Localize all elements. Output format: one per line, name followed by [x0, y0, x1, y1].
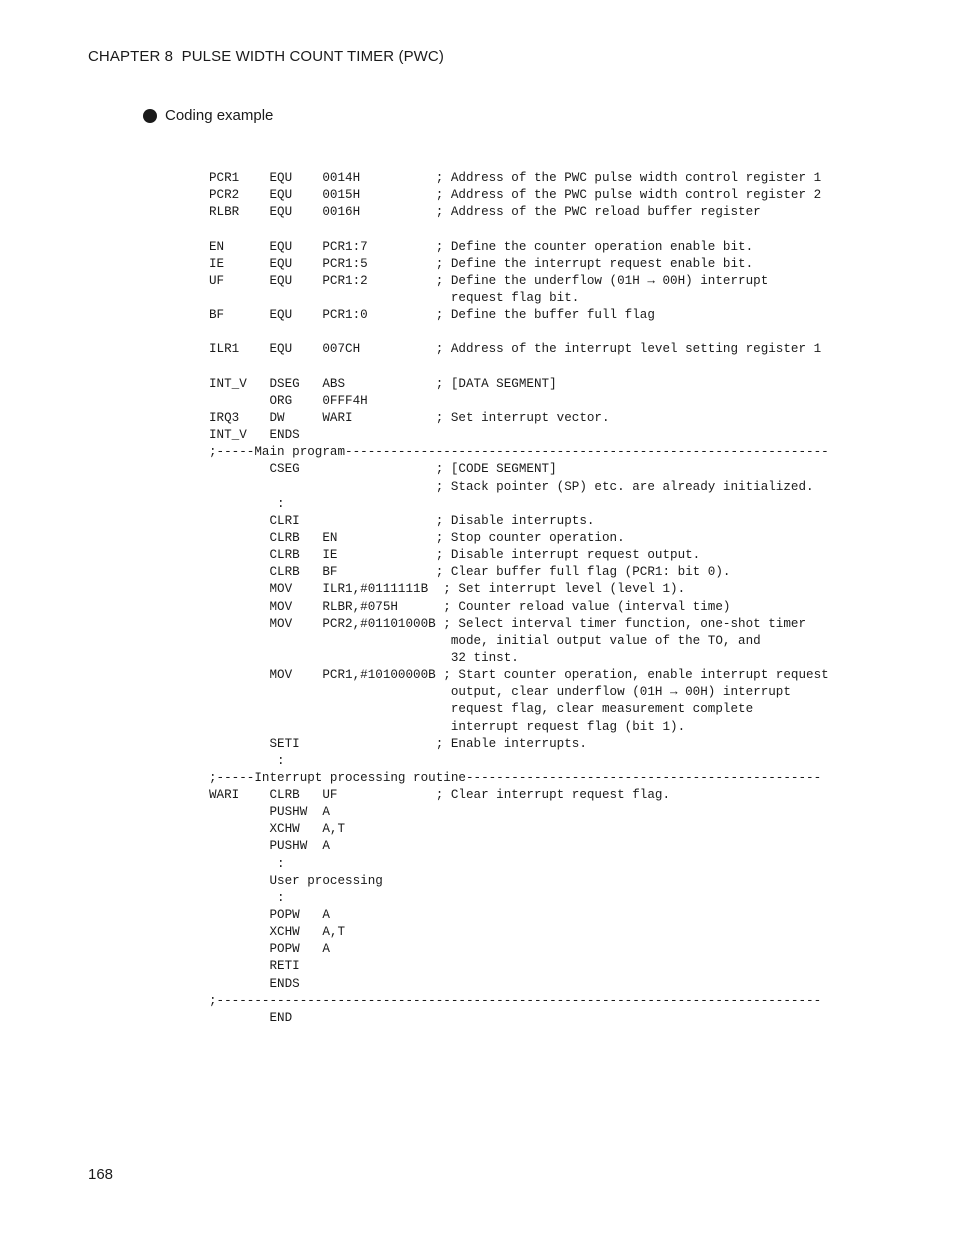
code-line: MOV RLBR,#075H ; Counter reload value (interval time): [209, 599, 731, 614]
code-line: request flag bit.: [209, 290, 580, 305]
code-line: User processing: [209, 873, 383, 888]
filled-circle-icon: [143, 109, 157, 123]
code-line: mode, initial output value of the TO, and: [209, 633, 761, 648]
code-line: 32 tinst.: [209, 650, 519, 665]
code-line: [209, 221, 829, 238]
code-line: ENDS: [209, 976, 300, 991]
code-line: CLRB EN ; Stop counter operation.: [209, 530, 625, 545]
code-line: MOV PCR1,#10100000B ; Start counter operation, enable interrupt request: [209, 668, 829, 683]
code-line: PCR2 EQU 0015H ; Address of the PWC pulse width control register 2: [209, 188, 822, 203]
code-line: :: [209, 890, 285, 905]
code-line: ; Stack pointer (SP) etc. are already initialized.: [209, 479, 814, 494]
code-line: POPW A: [209, 942, 330, 957]
code-line: :: [209, 856, 285, 871]
code-line: :: [209, 753, 285, 768]
code-line: CLRI ; Disable interrupts.: [209, 513, 595, 528]
code-line: PCR1 EQU 0014H ; Address of the PWC pulse width control register 1: [209, 171, 822, 185]
code-line: SETI ; Enable interrupts.: [209, 736, 587, 751]
code-line: CLRB BF ; Clear buffer full flag (PCR1: bit 0).: [209, 565, 731, 580]
code-line: :: [209, 496, 285, 511]
code-line: ;--------------------------------------------------------------------------------: [209, 993, 822, 1008]
code-line: PUSHW A: [209, 839, 330, 854]
code-line: BF EQU PCR1:0 ; Define the buffer full flag: [209, 308, 655, 323]
page-number: 168: [88, 1166, 114, 1183]
code-line: INT_V ENDS: [209, 428, 300, 443]
code-line: UF EQU PCR1:2 ; Define the underflow (01H → 00H) interrupt: [209, 273, 769, 288]
code-line: PUSHW A: [209, 805, 330, 820]
section-heading-text: Coding example: [165, 107, 274, 124]
code-line: [209, 324, 829, 341]
code-line: RLBR EQU 0016H ; Address of the PWC reload buffer register: [209, 205, 761, 220]
code-line: INT_V DSEG ABS ; [DATA SEGMENT]: [209, 376, 557, 391]
code-line: MOV ILR1,#0111111B ; Set interrupt level (level 1).: [209, 582, 686, 597]
code-line: ;-----Interrupt processing routine-----------------------------------------------: [209, 770, 822, 785]
code-line: XCHW A,T: [209, 925, 346, 940]
code-line: ORG 0FFF4H: [209, 393, 368, 408]
code-line: interrupt request flag (bit 1).: [209, 719, 686, 734]
code-line: XCHW A,T: [209, 822, 346, 837]
code-line: RETI: [209, 959, 300, 974]
code-line: MOV PCR2,#01101000B ; Select interval timer function, one-shot timer: [209, 616, 807, 631]
code-line: request flag, clear measurement complete: [209, 702, 754, 717]
code-line: IRQ3 DW WARI ; Set interrupt vector.: [209, 410, 610, 425]
code-line: IE EQU PCR1:5 ; Define the interrupt request enable bit.: [209, 256, 754, 271]
code-line: POPW A: [209, 908, 330, 923]
code-line: [209, 359, 829, 376]
code-listing: [209, 170, 829, 1027]
code-line: output, clear underflow (01H → 00H) interrupt: [209, 685, 791, 700]
code-line: ILR1 EQU 007CH ; Address of the interrupt level setting register 1: [209, 342, 822, 357]
code-line: WARI CLRB UF ; Clear interrupt request flag.: [209, 788, 671, 803]
code-line: CLRB IE ; Disable interrupt request output.: [209, 548, 701, 563]
code-line: EN EQU PCR1:7 ; Define the counter operation enable bit.: [209, 239, 754, 254]
code-line: END: [209, 1010, 293, 1025]
chapter-header: CHAPTER 8 PULSE WIDTH COUNT TIMER (PWC): [88, 48, 444, 65]
code-line: ;-----Main program----------------------------------------------------------------: [209, 445, 829, 460]
section-heading: [143, 107, 273, 124]
code-line: CSEG ; [CODE SEGMENT]: [209, 462, 557, 477]
